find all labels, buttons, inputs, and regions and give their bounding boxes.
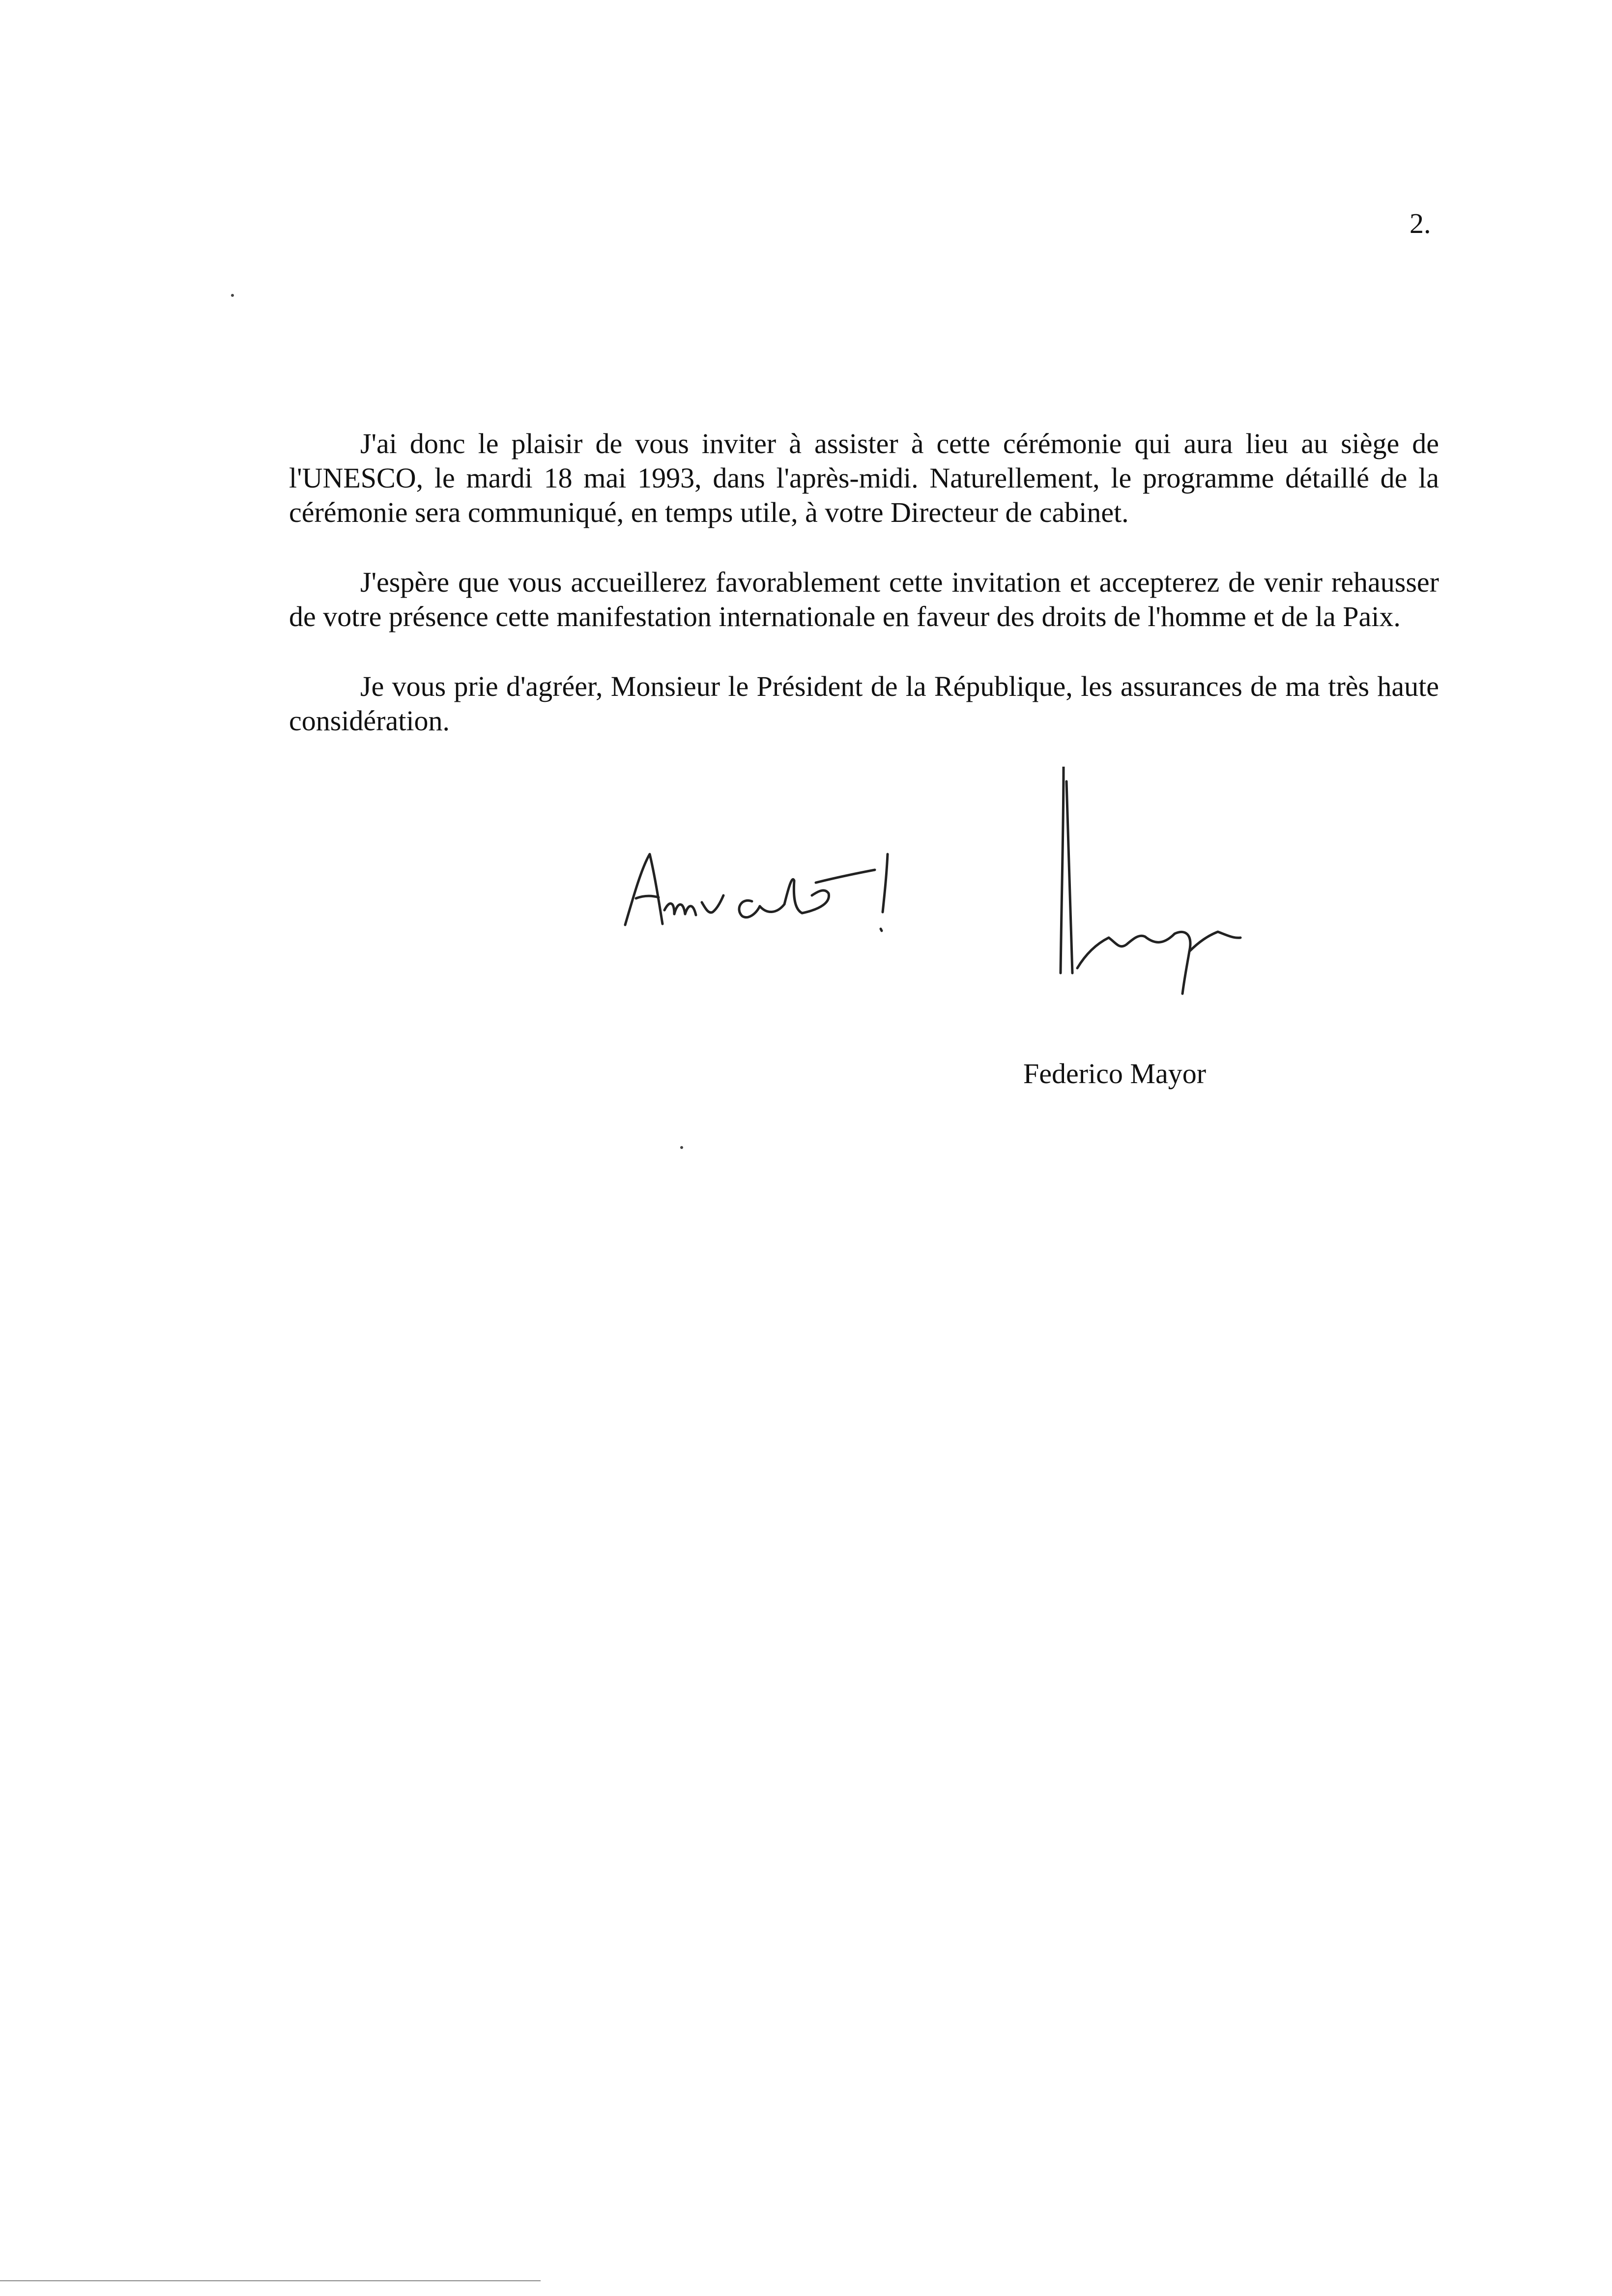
signature-area <box>619 767 1356 1042</box>
scan-speck <box>231 294 234 297</box>
signatory-name: Federico Mayor <box>1023 1058 1207 1090</box>
paragraph-invitation <box>289 427 1439 530</box>
handwritten-note <box>625 854 888 931</box>
handwriting-svg <box>619 767 1356 1042</box>
scan-edge-line <box>0 2280 541 2281</box>
signature <box>1061 767 1240 994</box>
paragraph-text: J'ai donc le plaisir de vous inviter à assister à cette cérémonie qui aura lieu au siège de l'UNESCO, le mardi 18 mai 1993, dans l'après-midi. Naturellement, le programme détaillé de la cérémonie sera communiqué, en temps utile, à votre Directeur de cabinet. <box>289 428 1439 528</box>
paragraph-closing <box>289 669 1439 738</box>
letter-body <box>289 427 1439 774</box>
paragraph-text: Je vous prie d'agréer, Monsieur le Président de la République, les assurances de ma très haute considération. <box>289 670 1439 737</box>
paragraph-hope <box>289 565 1439 634</box>
paragraph-text: J'espère que vous accueillerez favorablement cette invitation et accepterez de venir rehausser de votre présence cette manifestation internationale en faveur des droits de l'homme et de la Paix. <box>289 566 1439 632</box>
scan-speck <box>680 1146 683 1149</box>
page-number: 2. <box>1410 207 1431 239</box>
